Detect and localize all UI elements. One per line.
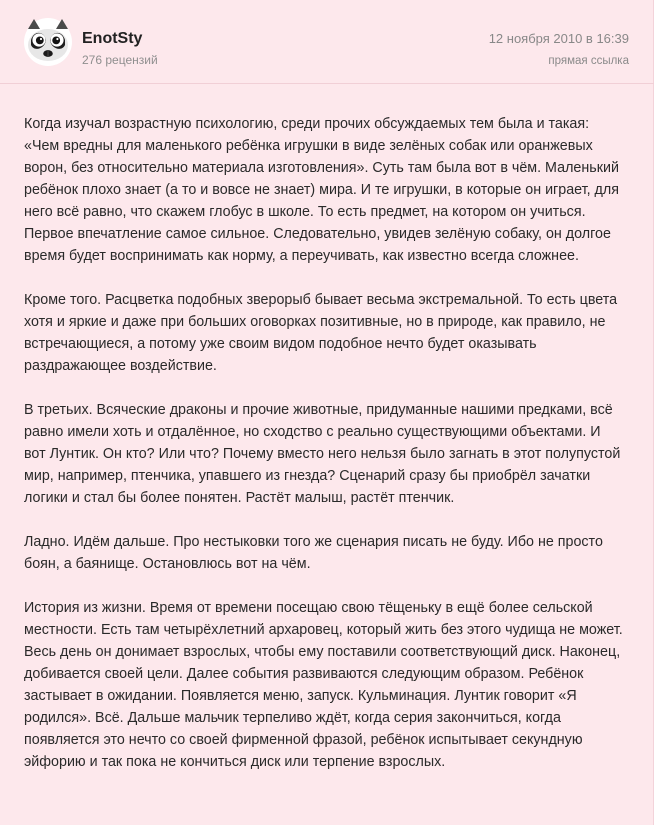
review-paragraph: В третьих. Всяческие драконы и прочие животные, придуманные нашими предками, всё равно имели хоть и отдалённое, но сходство с реально существующими объектами. И вот Лунтик. Он кто? Или что? Почему вместо него нельзя было загнать в этот полупустой мир, например, птенчика, упавшего из гнезда? Сценарий сразу бы приобрёл зачатки логики и стал бы более понятен. Растёт малыш, растёт птенчик. <box>24 402 621 506</box>
author-name[interactable]: EnotSty <box>82 30 143 47</box>
review-paragraph: Когда изучал возрастную психологию, среди прочих обсуждаемых тем была и такая: «Чем вредны для маленького ребёнка игрушки в виде зелёных собак или оранжевых ворон, без относительно материала изготовления». Суть там была вот в чём. Маленький ребёнок плохо знает (а то и вовсе не знает) мира. И те игрушки, в которые он играет, для него всё равно, что скажем глобус в школе. То есть предмет, на котором он учиться. Первое впечатление самое сильное. Следовательно, увидев зелёную собаку, он долгое время будет воспринимать как норму, а переучивать, как известно всегда сложнее. <box>24 116 619 264</box>
review-body <box>24 113 624 795</box>
review-paragraph: История из жизни. Время от времени посещаю свою тёщеньку в ещё более сельской местности. Есть там четырёхлетний архаровец, который жить без этого чудища не может. Весь день он донимает взрослых, чтобы ему поставили соответствующий диск. Наконец, добивается своей цели. Далее события развиваются следующим образом. Ребёнок застывает в ожидании. Появляется меню, запуск. Кульминация. Лунтик говорит «Я родился». Всё. Дальше мальчик терпеливо ждёт, когда серия закончиться, когда появляется это нечто со своей фирменной фразой, ребёнок испытывает секундную эйфорию и так пока не кончиться диск или терпение взрослых. <box>24 600 623 770</box>
review-header <box>0 0 654 84</box>
review-count: 276 рецензий <box>82 53 158 67</box>
review-paragraph: Кроме того. Расцветка подобных зверорыб бывает весьма экстремальной. То есть цвета хотя и яркие и даже при больших оговорках позитивные, но в природе, как правило, не встречающиеся, а потому уже своим видом подобное нечто будет оказывать раздражающее воздействие. <box>24 292 618 374</box>
permalink-link[interactable]: прямая ссылка <box>548 55 629 67</box>
post-date: 12 ноября 2010 в 16:39 <box>488 31 629 46</box>
review-paragraph: Ладно. Идём дальше. Про нестыковки того же сценария писать не буду. Ибо не просто боян, а баянище. Остановлюсь вот на чём. <box>24 534 603 572</box>
raccoon-avatar-icon[interactable] <box>24 18 72 66</box>
